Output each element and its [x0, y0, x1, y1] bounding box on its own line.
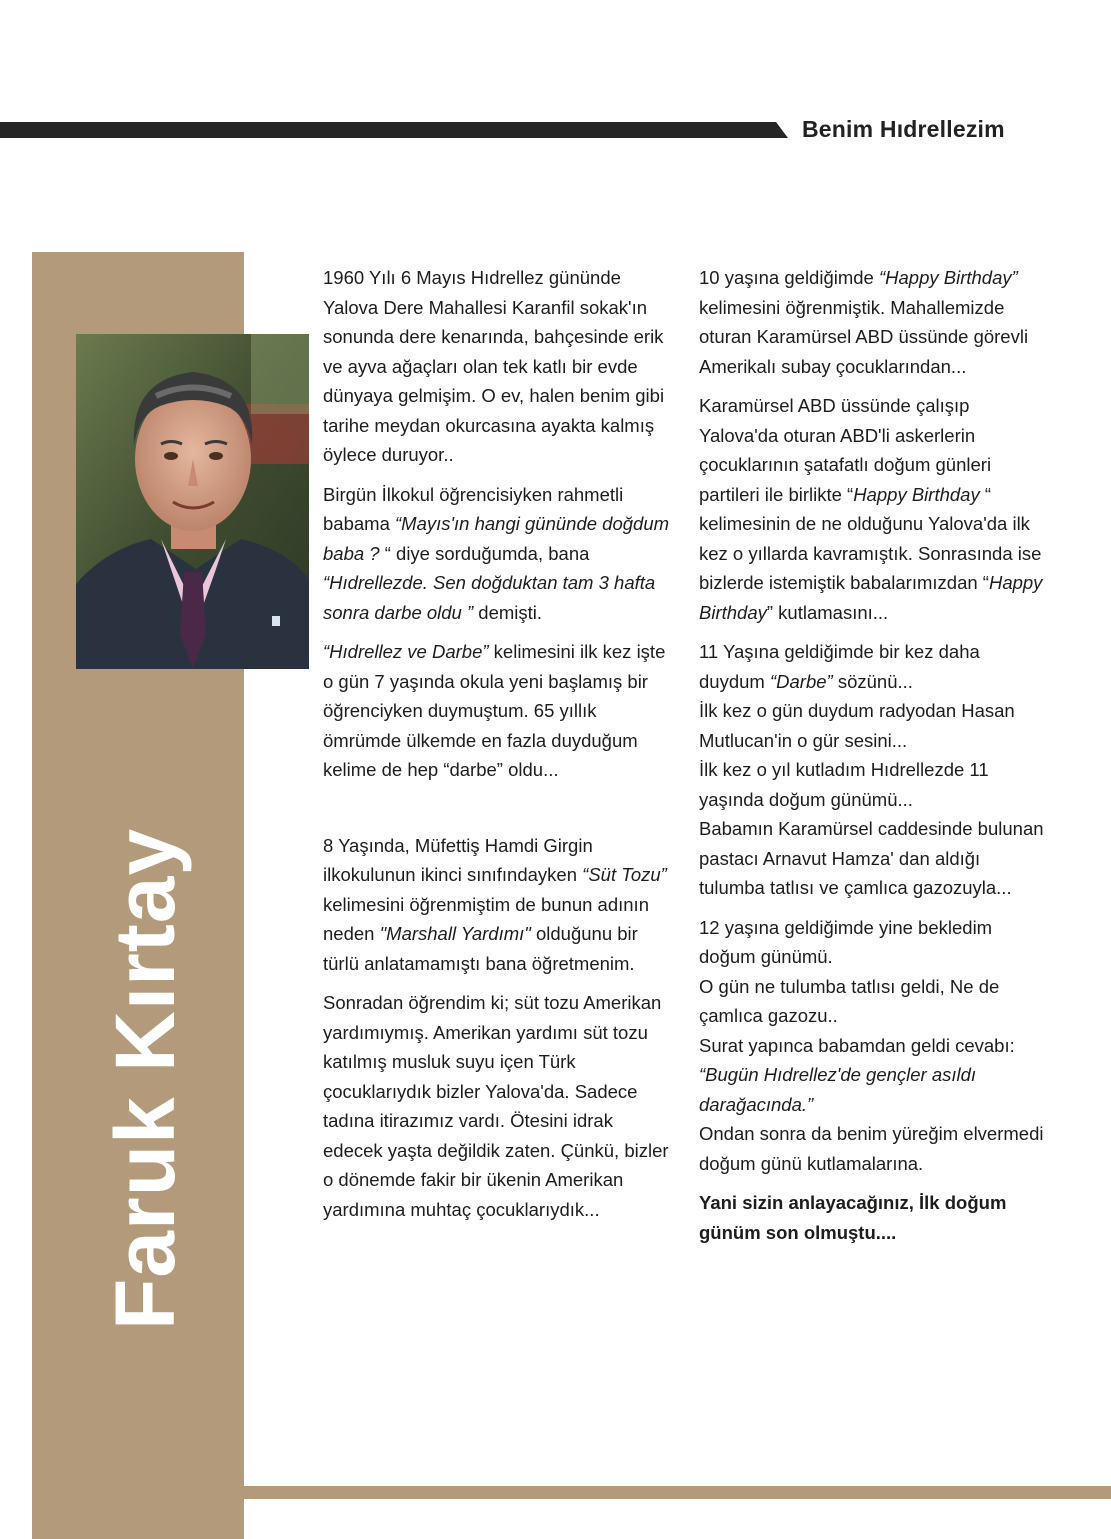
section-title: Benim Hıdrellezim [802, 116, 1005, 142]
paragraph-happy-birthday: 10 yaşına geldiğimde “Happy Birthday” kelimesini öğrenmiştik. Mahallemizde oturan Karamürsel ABD üssünde görevli Amerikalı subay çocuklarından... [699, 267, 1029, 377]
author-name: Faruk Kırtay [98, 827, 192, 1330]
author-portrait [76, 334, 309, 669]
paragraph-american-aid: Sonradan öğrendim ki; süt tozu Amerikan yardımıymış. Amerikan yardımı süt tozu katılmış musluk suyu içen Türk çocuklarıydık bizler Yalova'da. Sadece tadına itirazımız vardı. Ötesini idrak edecek yaşta değildik zaten. Çünkü, bizler o dönemde fakir bir ükenin Amerikan yardımına muhtaç çocuklarıydık... [323, 992, 669, 1220]
closing-statement: Yani sizin anlayacağınız, İlk doğum günüm son olmuştu.... [699, 1192, 1007, 1243]
right-article-column [699, 263, 1044, 1257]
footer-rule [244, 1486, 1111, 1499]
header-rule [0, 122, 788, 138]
paragraph-twelve: 12 yaşına geldiğimde yine bekledim doğum günümü. O gün ne tulumba tatlısı geldi, Ne de çamlıca gazozu.. Surat yapınca babamdan geldi cevabı: “Bugün Hıdrellez'de gençler asıldı darağacında.” Ondan sonra da benim yüreğim elvermedi doğum günü kutlamalarına. [699, 916, 1044, 1174]
paragraph-birth: 1960 Yılı 6 Mayıs Hıdrellez gününde Yalova Dere Mahallesi Karanfil sokak'ın sonunda dere kenarında, bahçesinde erik ve ayva ağaçları olan tek katlı bir evde dünyaya gelmişim. O ev, halen benim gibi tarihe meydan okurcasına ayakta kalmış öylece duruyor.. [323, 267, 665, 465]
paragraph-darbe: “Hıdrellez ve Darbe” kelimesini ilk kez işte o gün 7 yaşında okula yeni başlamış bir öğrenciyken duymuştum. 65 yıllık ömrümde ülkemde en fazla duyduğum kelime de hep “darbe” oldu... [323, 641, 666, 780]
paragraph-question: Birgün İlkokul öğrencisiyken rahmetli babama “Mayıs'ın hangi gününde doğdum baba ? “ diye sorduğumda, bana “Hıdrellezde. Sen doğduktan tam 3 hafta sonra darbe oldu ” demişti. [323, 483, 670, 623]
paragraph-sut-tozu: 8 Yaşında, Müfettiş Hamdi Girgin ilkokulunun ikinci sınıfındayken “Süt Tozu” kelimesini öğrenmiştim de bunun adının neden "Marshall Yardımı" olduğunu bir türlü anlatamamıştı bana öğretmenim. [323, 834, 667, 974]
paragraph-karamursel: Karamürsel ABD üssünde çalışıp Yalova'da oturan ABD'li askerlerin çocuklarının şatafatlı doğum günleri partileri ile birlikte “Happy Birthday “ kelimesinin de ne olduğunu Yalova'da ilk kez o yıllarda kavramıştık. Sonrasında ise bizlerde istemiştik babalarımızdan “Happy Birthday” kutlamasını... [699, 395, 1043, 623]
left-article-column [323, 263, 673, 1234]
paragraph-eleven: 11 Yaşına geldiğimde bir kez daha duydum “Darbe” sözünü... İlk kez o gün duydum radyodan Hasan Mutlucan'in o gür sesini... İlk kez o yıl kutladım Hıdrellezde 11 yaşında doğum günümü... Babamın Karamürsel caddesinde bulunan pastacı Arnavut Hamza' dan aldığı tulumba tatlısı ve çamlıca gazozuyla... [699, 641, 1044, 898]
